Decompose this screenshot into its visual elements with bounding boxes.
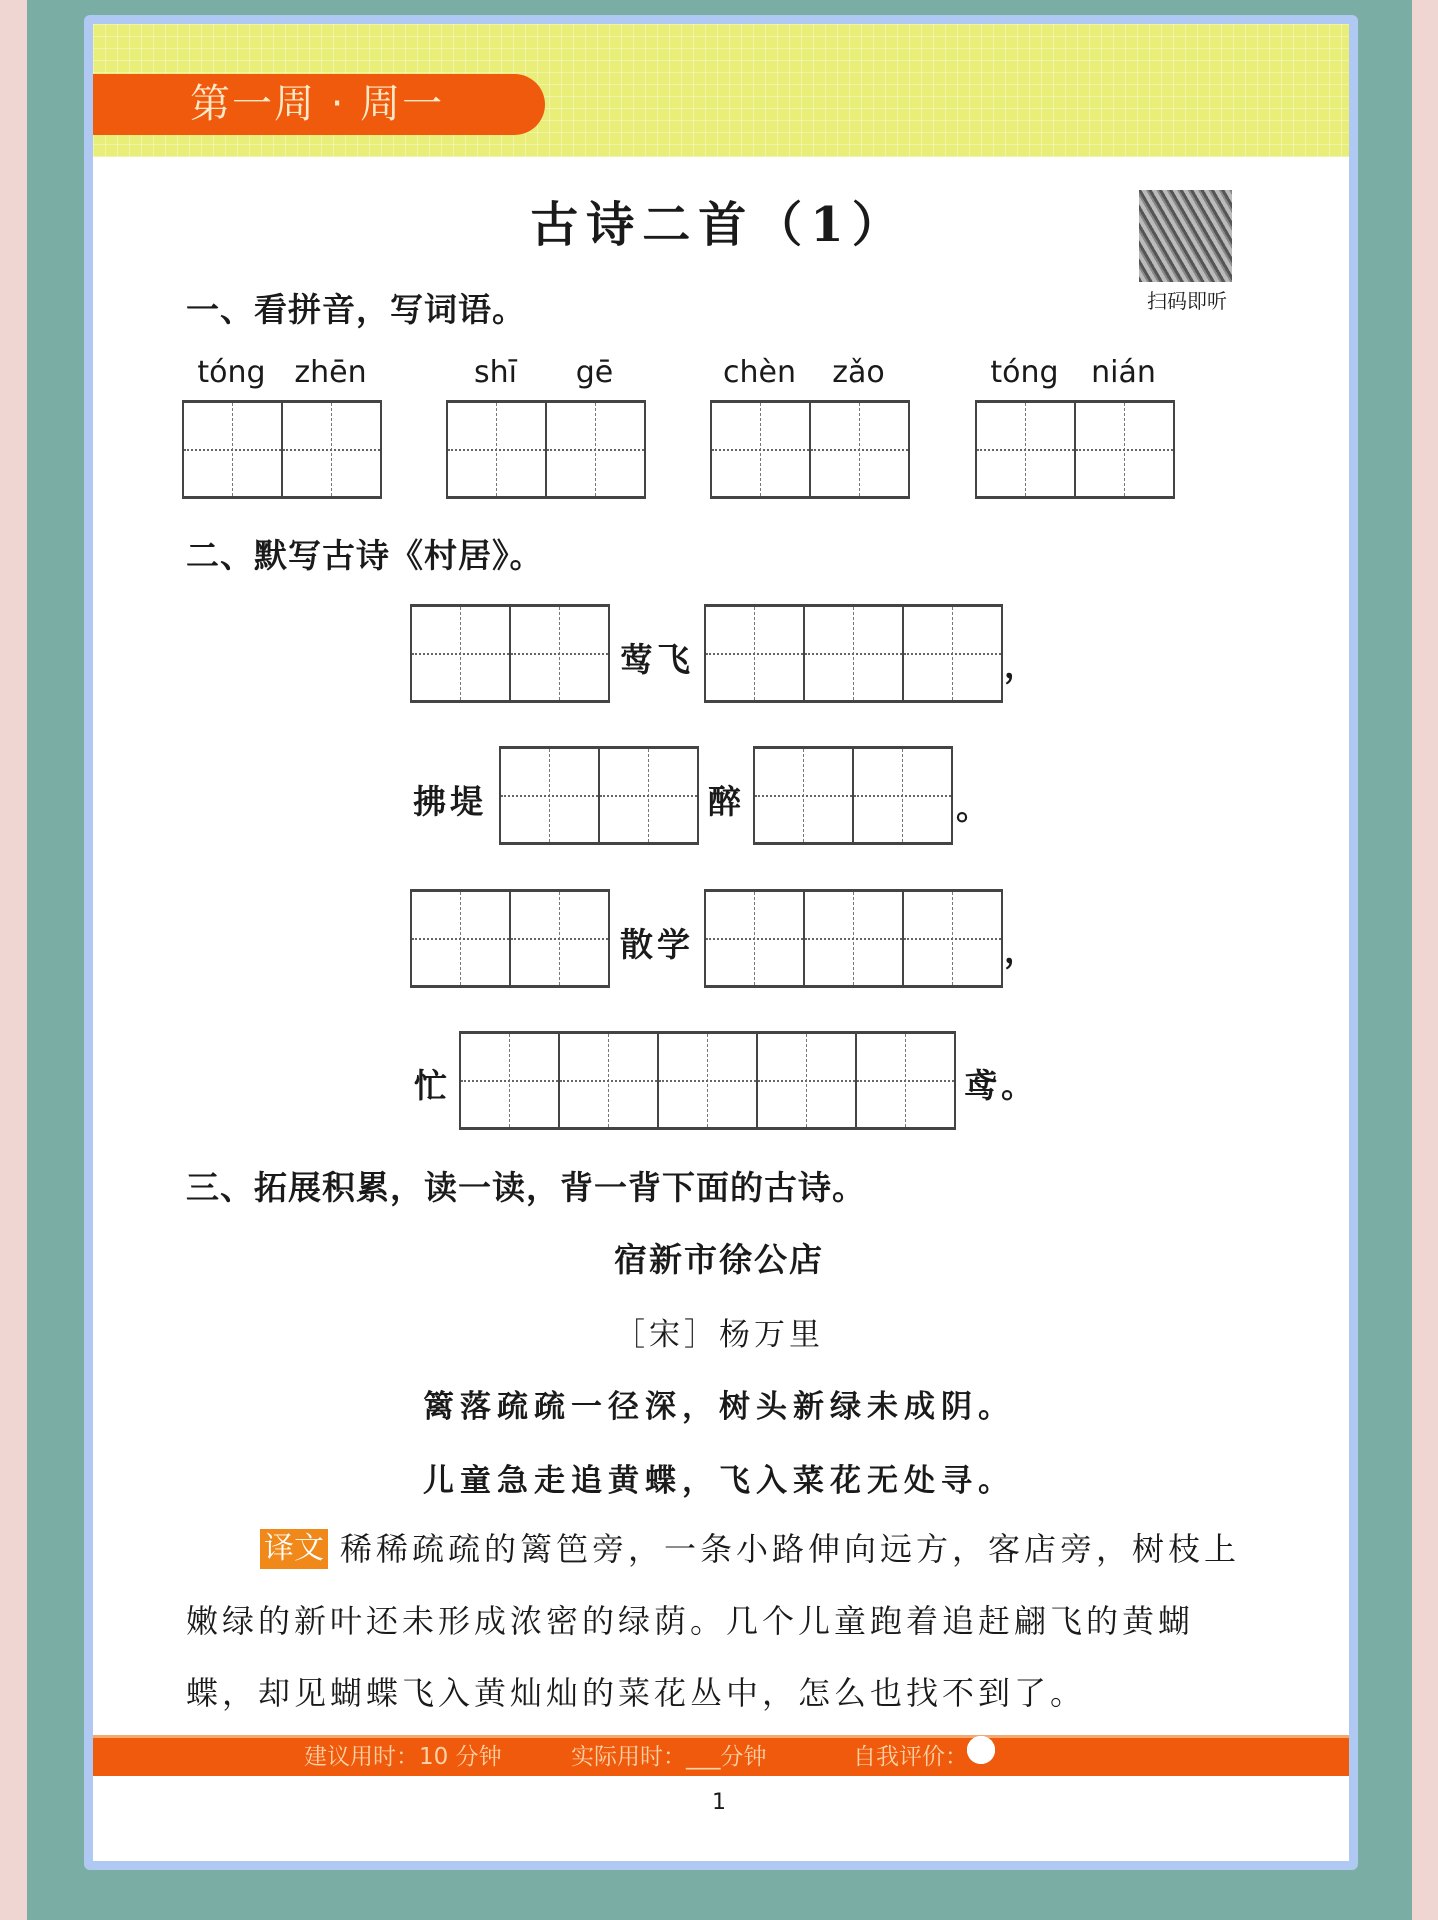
writing-cell[interactable] — [547, 403, 646, 496]
writing-cell[interactable] — [659, 1034, 758, 1127]
poem-word: 忙 — [414, 1066, 451, 1105]
qr-label: 扫码即听 — [1147, 289, 1227, 313]
poem-word: 散学 — [620, 925, 694, 964]
pinyin-label: tóng — [197, 355, 266, 390]
poem-line: 篱落疏疏一径深，树头新绿未成阴。 — [423, 1389, 1015, 1425]
qr-code-icon[interactable] — [1139, 190, 1232, 282]
answer-grid[interactable] — [704, 889, 1003, 988]
page-title: 古诗二首（1） — [530, 197, 908, 253]
writing-cell[interactable] — [811, 403, 910, 496]
poem-author: ［宋］杨万里 — [614, 1317, 824, 1353]
poem-word: 莺飞 — [620, 640, 694, 679]
self-evaluation-label: 自我评价： — [853, 1744, 968, 1770]
punctuation: ， — [1004, 931, 1041, 970]
writing-cell[interactable] — [706, 892, 805, 985]
answer-grid[interactable] — [753, 746, 953, 845]
answer-grid[interactable] — [410, 604, 610, 703]
pinyin-label: chèn — [723, 355, 796, 390]
writing-cell[interactable] — [805, 607, 904, 700]
answer-grid[interactable] — [975, 400, 1175, 499]
writing-cell[interactable] — [560, 1034, 659, 1127]
writing-cell[interactable] — [283, 403, 382, 496]
writing-cell[interactable] — [412, 607, 511, 700]
left-edge — [0, 0, 27, 1920]
footer-bar — [93, 1735, 1349, 1776]
writing-cell[interactable] — [412, 892, 511, 985]
writing-cell[interactable] — [706, 607, 805, 700]
week-tab: 第一周 · 周一 — [93, 74, 545, 135]
pinyin-label: shī — [474, 355, 517, 390]
answer-grid[interactable] — [499, 746, 699, 845]
writing-cell[interactable] — [511, 892, 610, 985]
answer-grid[interactable] — [446, 400, 646, 499]
writing-cell[interactable] — [461, 1034, 560, 1127]
writing-cell[interactable] — [600, 749, 699, 842]
flower-star-icon[interactable] — [969, 1738, 993, 1762]
writing-cell[interactable] — [854, 749, 953, 842]
writing-cell[interactable] — [977, 403, 1076, 496]
pinyin-label: gē — [575, 355, 614, 390]
answer-grid[interactable] — [459, 1031, 956, 1130]
answer-grid[interactable] — [710, 400, 910, 499]
actual-time: 实际用时：___分钟 — [571, 1744, 767, 1770]
section1-heading: 一、看拼音，写词语。 — [186, 290, 526, 329]
poem-title: 宿新市徐公店 — [614, 1240, 824, 1279]
writing-cell[interactable] — [904, 892, 1003, 985]
translation-badge: 译文 — [260, 1529, 328, 1569]
answer-grid[interactable] — [410, 889, 610, 988]
pinyin-label: zǎo — [832, 355, 885, 390]
writing-cell[interactable] — [805, 892, 904, 985]
writing-cell[interactable] — [712, 403, 811, 496]
section3-heading: 三、拓展积累，读一读，背一背下面的古诗。 — [186, 1168, 866, 1207]
translation-text: 稀稀疏疏的篱笆旁，一条小路伸向远方，客店旁，树枝上嫩绿的新叶还未形成浓密的绿荫。几个儿童跑着追赶翩飞的黄蝴蝶，却见蝴蝶飞入黄灿灿的菜花丛中，怎么也找不到了。 — [186, 1530, 1241, 1712]
section2-heading: 二、默写古诗《村居》。 — [186, 536, 544, 575]
pinyin-label: tóng — [990, 355, 1059, 390]
poem-word: 醉 — [708, 782, 745, 821]
suggested-time: 建议用时：10 分钟 — [304, 1744, 502, 1770]
writing-cell[interactable] — [758, 1034, 857, 1127]
pinyin-label: nián — [1091, 355, 1156, 390]
writing-cell[interactable] — [755, 749, 854, 842]
translation-paragraph — [186, 1513, 1250, 1729]
writing-cell[interactable] — [857, 1034, 956, 1127]
poem-line: 儿童急走追黄蝶，飞入菜花无处寻。 — [423, 1463, 1015, 1499]
writing-cell[interactable] — [904, 607, 1003, 700]
poem-word: 拂堤 — [413, 782, 487, 821]
writing-cell[interactable] — [501, 749, 600, 842]
writing-cell[interactable] — [184, 403, 283, 496]
right-edge — [1412, 0, 1438, 1920]
page-number: 1 — [712, 1790, 726, 1815]
punctuation: 。 — [956, 788, 993, 827]
answer-grid[interactable] — [704, 604, 1003, 703]
writing-cell[interactable] — [511, 607, 610, 700]
pinyin-label: zhēn — [294, 355, 367, 390]
poem-word: 鸢。 — [964, 1066, 1038, 1105]
answer-grid[interactable] — [182, 400, 382, 499]
punctuation: ， — [1004, 646, 1041, 685]
writing-cell[interactable] — [448, 403, 547, 496]
writing-cell[interactable] — [1076, 403, 1175, 496]
